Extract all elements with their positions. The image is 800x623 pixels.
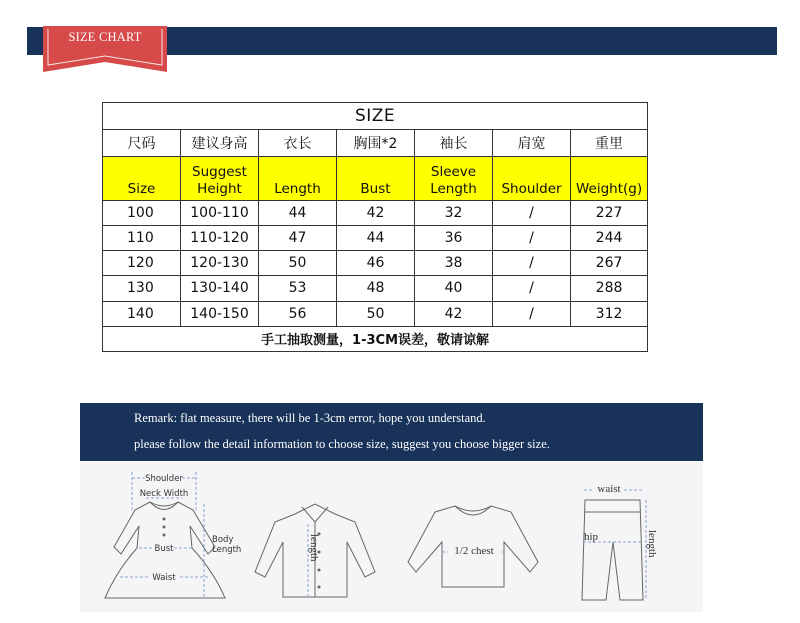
table-row bbox=[103, 301, 648, 326]
cell-length: 47 bbox=[259, 225, 337, 250]
pants-length-label: length bbox=[646, 530, 658, 558]
cell-weight: 244 bbox=[571, 225, 648, 250]
cell-sleeve: 38 bbox=[415, 251, 493, 276]
en-header-length bbox=[259, 157, 337, 200]
cn-header: 袖长 bbox=[415, 130, 493, 157]
size-table bbox=[102, 102, 648, 352]
dress-bust-label: Bust bbox=[154, 544, 174, 554]
dress-body-label: Body bbox=[212, 535, 234, 545]
measurement-illustrations bbox=[80, 462, 703, 612]
en-header-line: Suggest bbox=[192, 163, 247, 180]
cell-sleeve: 42 bbox=[415, 301, 493, 326]
remark-line-1: Remark: flat measure, there will be 1-3cm error, hope you understand. bbox=[134, 411, 486, 425]
measurement-note: 手工抽取测量，1-3CM误差，敬请谅解 bbox=[103, 326, 648, 351]
cell-shoulder: / bbox=[493, 225, 571, 250]
cell-weight: 267 bbox=[571, 251, 648, 276]
sweater-chest-label: 1/2 chest bbox=[454, 545, 494, 557]
table-row bbox=[103, 225, 648, 250]
cell-sleeve: 32 bbox=[415, 200, 493, 225]
shirt-length-label: length bbox=[308, 534, 320, 562]
pants-waist-label: waist bbox=[597, 483, 621, 495]
cn-header: 衣长 bbox=[259, 130, 337, 157]
cell-height: 120-130 bbox=[181, 251, 259, 276]
remark-line-2: please follow the detail information to choose size, suggest you choose bigger size. bbox=[134, 437, 550, 451]
dress-length-label: Length bbox=[212, 545, 242, 555]
pants-illustration bbox=[582, 482, 658, 600]
cell-bust: 44 bbox=[337, 225, 415, 250]
table-title: SIZE bbox=[103, 103, 648, 130]
dress-illustration bbox=[105, 472, 241, 598]
cell-size: 100 bbox=[103, 200, 181, 225]
sweater-illustration bbox=[408, 506, 538, 587]
dress-neck-width-label: Neck Width bbox=[139, 489, 189, 499]
en-header-line: Length bbox=[430, 180, 477, 197]
cell-bust: 42 bbox=[337, 200, 415, 225]
table-row bbox=[103, 276, 648, 301]
en-header-line: Weight(g) bbox=[575, 180, 643, 197]
en-header-line: Sleeve bbox=[430, 163, 477, 180]
en-header-line: Shoulder bbox=[501, 180, 562, 197]
en-header-sleeve bbox=[415, 157, 493, 200]
size-chart-label: SIZE CHART bbox=[68, 30, 142, 44]
cell-shoulder: / bbox=[493, 200, 571, 225]
cn-header: 重里 bbox=[571, 130, 648, 157]
shirt-illustration bbox=[255, 504, 375, 597]
cn-header: 胸围*2 bbox=[337, 130, 415, 157]
cell-weight: 227 bbox=[571, 200, 648, 225]
cell-length: 56 bbox=[259, 301, 337, 326]
en-header-line: Bust bbox=[360, 180, 391, 197]
cell-height: 130-140 bbox=[181, 276, 259, 301]
en-header-line: Height bbox=[197, 180, 242, 197]
cell-bust: 46 bbox=[337, 251, 415, 276]
illustrations-svg bbox=[80, 462, 703, 612]
en-header-row bbox=[103, 157, 648, 200]
cell-sleeve: 40 bbox=[415, 276, 493, 301]
cell-bust: 50 bbox=[337, 301, 415, 326]
pants-hip-label: hip bbox=[584, 531, 599, 543]
dress-waist-label: Waist bbox=[152, 573, 176, 583]
en-header-height bbox=[181, 157, 259, 200]
en-header-size bbox=[103, 157, 181, 200]
cell-height: 140-150 bbox=[181, 301, 259, 326]
cn-header: 建议身高 bbox=[181, 130, 259, 157]
table-row bbox=[103, 251, 648, 276]
en-header-bust bbox=[337, 157, 415, 200]
cn-header: 尺码 bbox=[103, 130, 181, 157]
cell-shoulder: / bbox=[493, 301, 571, 326]
en-header-weight bbox=[571, 157, 648, 200]
en-header-line: Size bbox=[127, 180, 156, 197]
en-header-shoulder bbox=[493, 157, 571, 200]
remark-banner bbox=[80, 403, 703, 461]
dress-shoulder-label: Shoulder bbox=[145, 474, 183, 484]
cell-weight: 288 bbox=[571, 276, 648, 301]
cell-shoulder: / bbox=[493, 276, 571, 301]
cell-size: 120 bbox=[103, 251, 181, 276]
cell-sleeve: 36 bbox=[415, 225, 493, 250]
cell-length: 44 bbox=[259, 200, 337, 225]
cell-shoulder: / bbox=[493, 251, 571, 276]
cell-weight: 312 bbox=[571, 301, 648, 326]
en-header-line: Length bbox=[274, 180, 321, 197]
cn-header: 肩宽 bbox=[493, 130, 571, 157]
cell-height: 110-120 bbox=[181, 225, 259, 250]
cell-height: 100-110 bbox=[181, 200, 259, 225]
cell-size: 110 bbox=[103, 225, 181, 250]
table-row bbox=[103, 200, 648, 225]
cell-length: 53 bbox=[259, 276, 337, 301]
cn-header-row bbox=[103, 130, 648, 157]
cell-size: 130 bbox=[103, 276, 181, 301]
cell-bust: 48 bbox=[337, 276, 415, 301]
cell-length: 50 bbox=[259, 251, 337, 276]
cell-size: 140 bbox=[103, 301, 181, 326]
